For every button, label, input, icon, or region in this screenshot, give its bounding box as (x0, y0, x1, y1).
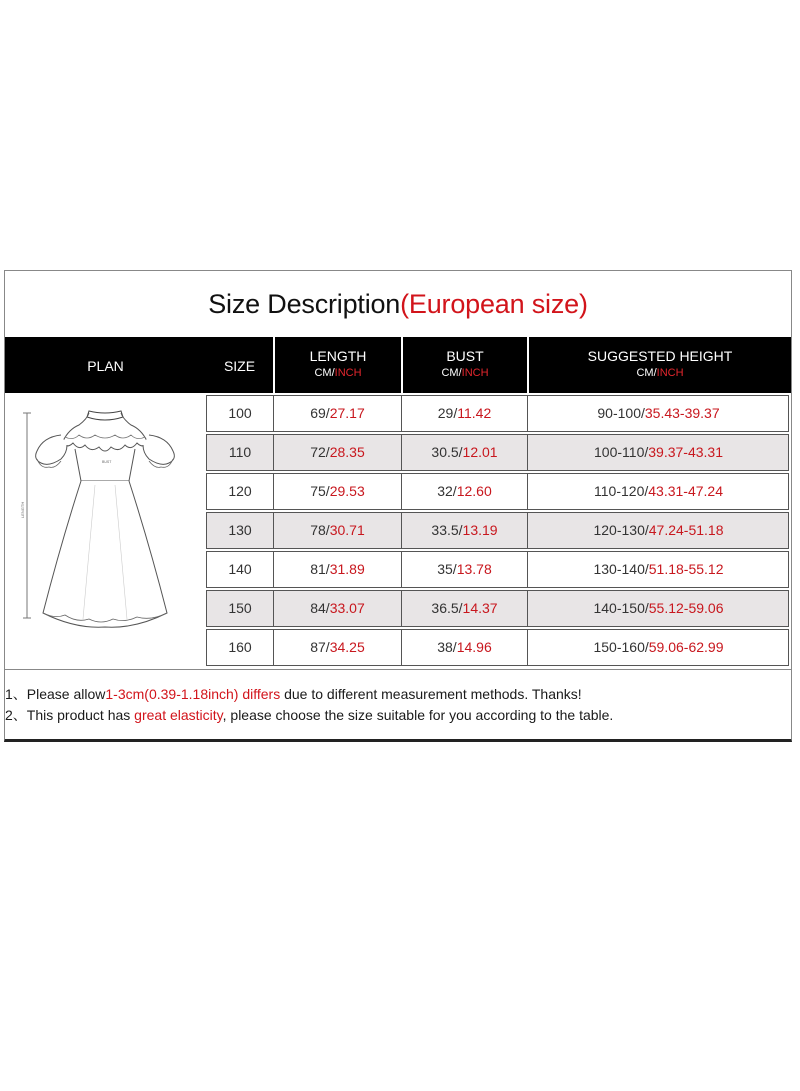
cell-height (527, 591, 789, 626)
bust-cm: 30.5/ (431, 444, 463, 460)
header-plan (5, 337, 206, 393)
length-cm: 78/ (310, 522, 330, 538)
length-inch: 30.71 (329, 522, 365, 538)
height-inch: 35.43-39.37 (644, 405, 720, 421)
bust-inch: 13.19 (462, 522, 498, 538)
header-size (206, 337, 273, 393)
note-1-highlight: 1-3cm(0.39-1.18inch) differs (105, 686, 281, 702)
length-cm: 75/ (310, 483, 330, 499)
unit-inch: INCH (461, 367, 489, 379)
cell-bust (401, 435, 527, 470)
table-row (206, 590, 789, 627)
title-main: Size Description (208, 289, 401, 319)
height-inch: 47.24-51.18 (648, 522, 724, 538)
bust-cm: 36.5/ (431, 600, 463, 616)
length-inch: 31.89 (329, 561, 365, 577)
height-cm: 130-140/ (593, 561, 649, 577)
height-cm: 90-100/ (597, 405, 645, 421)
length-inch: 27.17 (329, 405, 365, 421)
header-length (273, 337, 401, 393)
cell-height (527, 435, 789, 470)
length-cm: 69/ (310, 405, 330, 421)
table-row (206, 473, 789, 510)
table-row (206, 434, 789, 471)
header-height (527, 337, 791, 393)
bust-cm: 38/ (437, 639, 457, 655)
height-cm: 100-110/ (594, 444, 649, 460)
unit-inch: INCH (656, 367, 684, 379)
measurement-notes (5, 669, 791, 726)
unit-inch: INCH (334, 367, 362, 379)
header-bust-label: BUST (446, 348, 484, 364)
table-row (206, 395, 789, 432)
unit-cm: CM/ (314, 367, 335, 379)
height-inch: 55.12-59.06 (648, 600, 724, 616)
cell-height (527, 396, 789, 431)
length-cm: 81/ (310, 561, 330, 577)
note-1 (5, 684, 791, 705)
bust-inch: 13.78 (456, 561, 492, 577)
bust-cm: 32/ (437, 483, 457, 499)
cell-bust (401, 552, 527, 587)
unit-cm: CM/ (636, 367, 657, 379)
length-inch: 34.25 (329, 639, 365, 655)
header-height-unit (529, 367, 791, 379)
bust-cm: 29/ (437, 405, 458, 421)
cell-length (273, 513, 401, 548)
note-1-tail: due to different measurement methods. Thanks! (280, 686, 582, 702)
header-length-unit (275, 367, 401, 379)
note-2-highlight: great elasticity (134, 707, 223, 723)
header-plan-label: PLAN (87, 358, 124, 374)
height-cm: 110-120/ (594, 483, 649, 499)
height-inch: 51.18-55.12 (648, 561, 724, 577)
header-bust (401, 337, 527, 393)
cell-length (273, 591, 401, 626)
length-measure-label: LENGTH (20, 501, 25, 518)
cell-length (273, 396, 401, 431)
bust-cm: 33.5/ (431, 522, 463, 538)
length-inch: 29.53 (329, 483, 365, 499)
table-header (5, 337, 791, 393)
cell-bust (401, 513, 527, 548)
title-highlight: (European size) (400, 289, 588, 319)
cell-size: 160 (228, 639, 252, 655)
dress-plan-illustration (5, 393, 206, 669)
table-row (206, 629, 789, 666)
length-cm: 84/ (310, 600, 330, 616)
height-inch: 39.37-43.31 (648, 444, 723, 460)
length-cm: 72/ (310, 444, 330, 460)
bust-inch: 12.01 (462, 444, 498, 460)
cell-size: 100 (228, 405, 252, 421)
length-cm: 87/ (310, 639, 330, 655)
cell-size: 140 (228, 561, 252, 577)
bust-inch: 11.42 (457, 405, 492, 421)
cell-size: 120 (228, 483, 252, 499)
note-2-text: 2、This product has (5, 707, 135, 723)
cell-height (527, 630, 789, 665)
height-cm: 120-130/ (593, 522, 649, 538)
length-inch: 33.07 (329, 600, 365, 616)
cell-size: 130 (228, 522, 252, 538)
height-cm: 140-150/ (593, 600, 649, 616)
cell-size: 110 (228, 444, 252, 460)
cell-height (527, 513, 789, 548)
cell-length (273, 435, 401, 470)
note-2-tail: , please choose the size suitable for you according to the table. (222, 707, 614, 723)
bust-inch: 14.96 (456, 639, 492, 655)
note-1-text: 1、Please allow (5, 686, 106, 702)
cell-height (527, 474, 789, 509)
cell-length (273, 474, 401, 509)
chart-title (5, 289, 791, 320)
cell-bust (401, 630, 527, 665)
cell-height (527, 552, 789, 587)
table-row (206, 551, 789, 588)
bust-inch: 14.37 (462, 600, 498, 616)
note-2 (5, 705, 791, 726)
height-cm: 150-160/ (593, 639, 649, 655)
bust-cm: 35/ (437, 561, 457, 577)
cell-bust (401, 591, 527, 626)
unit-cm: CM/ (441, 367, 462, 379)
header-size-label: SIZE (223, 358, 256, 374)
cell-bust (401, 396, 527, 431)
cell-length (273, 630, 401, 665)
height-inch: 59.06-62.99 (648, 639, 724, 655)
cell-size: 150 (228, 600, 252, 616)
header-bust-unit (403, 367, 527, 379)
header-length-label: LENGTH (309, 348, 367, 364)
dress-sketch-icon (5, 393, 206, 669)
table-row (206, 512, 789, 549)
length-inch: 28.35 (329, 444, 365, 460)
bust-inch: 12.60 (456, 483, 492, 499)
size-chart-card (4, 270, 792, 742)
height-inch: 43.31-47.24 (648, 483, 723, 499)
cell-bust (401, 474, 527, 509)
cell-length (273, 552, 401, 587)
bust-measure-label: BUST (102, 460, 112, 464)
header-height-label: SUGGESTED HEIGHT (587, 348, 733, 364)
